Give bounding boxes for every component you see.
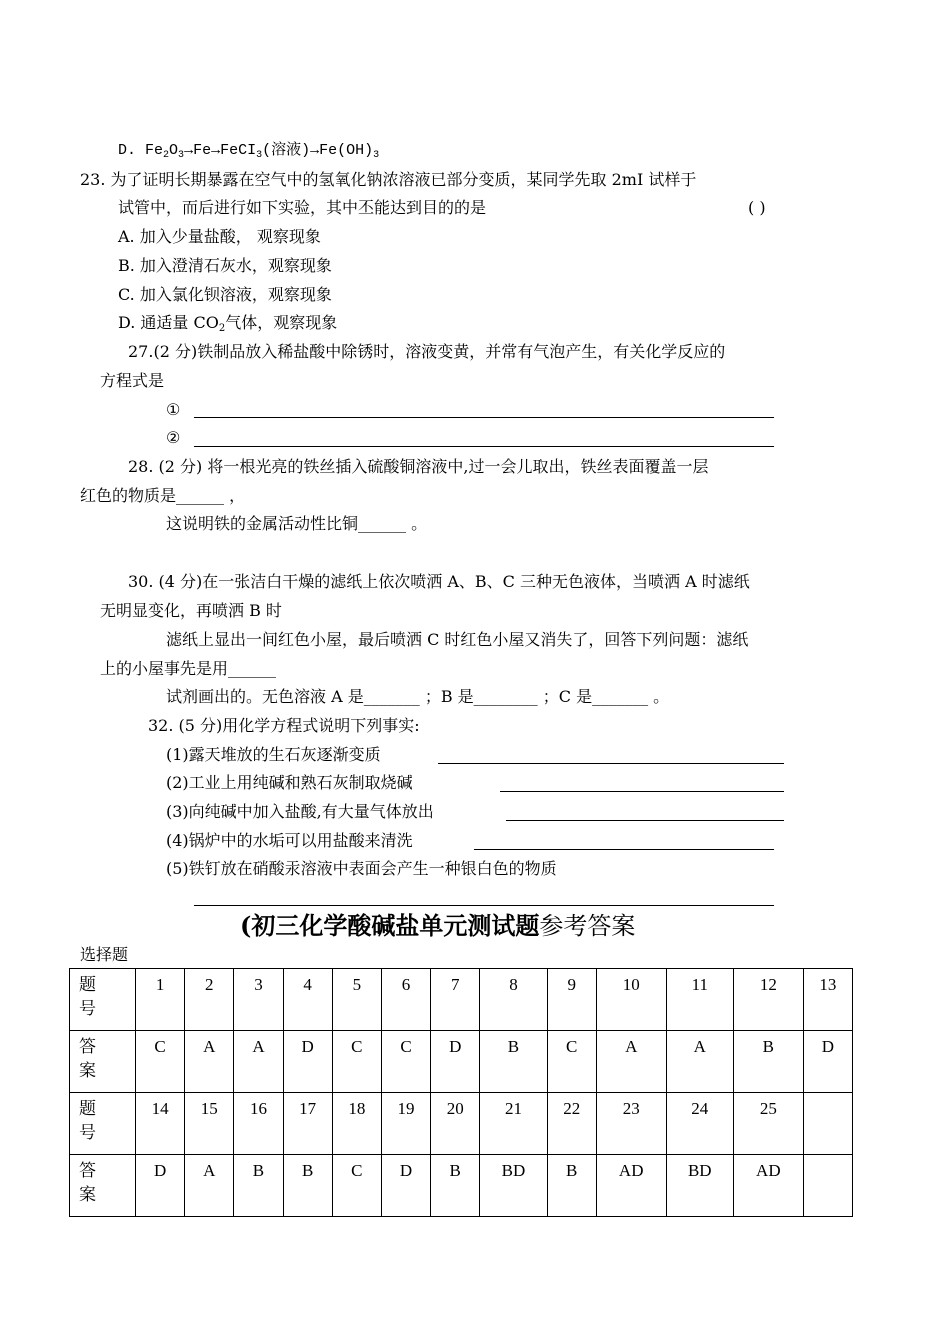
table-cell: 19 [381,1093,430,1155]
answer-key-title-bold: (初三化学酸碱盐单元测试题 [240,911,540,940]
answer-key-title-normal: 参考答案 [539,912,636,940]
q27-item2-marker: ② [166,428,181,447]
table-cell: D [803,1031,852,1093]
q32-item1: (1)露天堆放的生石灰逐渐变质 [166,745,381,764]
table-cell: A [185,1155,234,1217]
q23-line2: 试管中，而后进行如下实验，其中丕能达到目的的是 [118,198,487,217]
q30-line5: 试剂画出的。无色溶液 A 是_______ ；B 是________ ；C 是_______ 。 [166,687,670,706]
q23-option-c: C. 加入氯化钡溶液，观察现象 [118,285,332,304]
table-cell: B [283,1155,332,1217]
table-cell: D [381,1155,430,1217]
q27-line2: 方程式是 [100,371,165,390]
table-cell: A [596,1031,666,1093]
q32-answer-line-4 [474,849,774,850]
table-cell: 1 [136,969,185,1031]
table-cell: BD [480,1155,547,1217]
answer-table [69,968,853,1217]
table-cell: C [381,1031,430,1093]
q23-line1: 23. 为了证明长期暴露在空气中的氢氧化钠浓溶液已部分变质，某同学先取 2mI 试样于 [80,170,697,189]
q23-option-a: A. 加入少量盐酸， 观察现象 [118,227,321,246]
table-cell: 6 [381,969,430,1031]
table-cell [803,1093,852,1155]
q27-answer-line-1 [194,417,774,418]
q23-option-d: D. 通适量 $CO_2$气体，观察现象 [118,313,338,334]
table-cell: AD [733,1155,803,1217]
row-label-answer: 答 案 [70,1155,136,1217]
table-cell: 21 [480,1093,547,1155]
table-cell: 8 [480,969,547,1031]
q23-option-b: B. 加入澄清石灰水，观察现象 [118,256,332,275]
table-cell: C [547,1031,596,1093]
table-cell: BD [666,1155,733,1217]
table-cell: A [234,1031,283,1093]
row-label-answer: 答 案 [70,1031,136,1093]
question-row-1 [70,969,853,1031]
section-label: 选择题 [80,945,129,964]
q28-line2: 红色的物质是______ ， [80,486,246,505]
table-cell: 14 [136,1093,185,1155]
q32-line1: 32. (5 分)用化学方程式说明下列事实: [148,716,420,735]
table-cell: D [431,1031,480,1093]
table-cell: 2 [185,969,234,1031]
answer-key-title [240,910,635,942]
table-cell: 24 [666,1093,733,1155]
table-cell: 16 [234,1093,283,1155]
q32-answer-line-5 [194,905,774,906]
table-cell: 7 [431,969,480,1031]
table-cell: C [332,1031,381,1093]
table-cell: 20 [431,1093,480,1155]
table-cell: C [332,1155,381,1217]
table-cell: C [136,1031,185,1093]
q27-line1: 27.(2 分)铁制品放入稀盐酸中除锈时，溶液变黄，并常有气泡产生，有关化学反应的 [128,342,726,361]
table-cell: 11 [666,969,733,1031]
table-cell: 10 [596,969,666,1031]
table-cell: 3 [234,969,283,1031]
q32-item5: (5)铁钉放在硝酸汞溶液中表面会产生一种银白色的物质 [166,859,557,878]
q32-item4: (4)锅炉中的水垢可以用盐酸来清洗 [166,831,413,850]
q27-answer-line-2 [194,446,774,447]
q32-answer-line-2 [500,791,784,792]
table-cell: A [185,1031,234,1093]
table-cell: A [666,1031,733,1093]
q32-item2: (2)工业上用纯碱和熟石灰制取烧碱 [166,773,413,792]
q32-item3: (3)向纯碱中加入盐酸,有大量气体放出 [166,802,434,821]
table-cell: 22 [547,1093,596,1155]
q28-line3: 这说明铁的金属活动性比铜______ 。 [166,514,428,533]
table-cell: B [480,1031,547,1093]
table-cell: 4 [283,969,332,1031]
table-cell [803,1155,852,1217]
q30-line4: 上的小屋事先是用______ [100,659,277,678]
table-cell: B [234,1155,283,1217]
q22-d-prefix: D. Fe [118,142,164,159]
table-cell: 5 [332,969,381,1031]
table-cell: B [733,1031,803,1093]
table-cell: 15 [185,1093,234,1155]
table-cell: 12 [733,969,803,1031]
table-cell: B [431,1155,480,1217]
q32-answer-line-3 [506,820,784,821]
table-cell: 9 [547,969,596,1031]
q27-item1-marker: ① [166,400,181,419]
q23-answer-paren: ( ) [748,198,766,217]
answer-row-1 [70,1031,853,1093]
table-cell: D [283,1031,332,1093]
table-cell: AD [596,1155,666,1217]
q28-line1: 28. (2 分) 将一根光亮的铁丝插入硫酸铜溶液中,过一会儿取出，铁丝表面覆盖一层 [128,457,709,476]
table-cell: 17 [283,1093,332,1155]
table-cell: 23 [596,1093,666,1155]
q30-line1: 30. (4 分)在一张洁白干燥的滤纸上依次喷洒 A、B、C 三种无色液体，当喷洒 A 时滤纸 [128,572,750,591]
question-row-2 [70,1093,853,1155]
q32-answer-line-1 [438,763,784,764]
row-label-question: 题 号 [70,969,136,1031]
q22-option-d: D. $Fe_2O_3\to Fe\to FeCI_3$(溶液)$\to Fe(OH)_3$ [118,142,380,161]
q30-line2: 无明显变化，再喷洒 B 时 [100,601,282,620]
table-cell: D [136,1155,185,1217]
row-label-question: 题 号 [70,1093,136,1155]
answer-row-2 [70,1155,853,1217]
table-cell: 25 [733,1093,803,1155]
table-cell: 13 [803,969,852,1031]
table-cell: 18 [332,1093,381,1155]
table-cell: B [547,1155,596,1217]
q30-line3: 滤纸上显出一间红色小屋，最后喷洒 C 时红色小屋又消失了，回答下列问题：滤纸 [166,630,749,649]
